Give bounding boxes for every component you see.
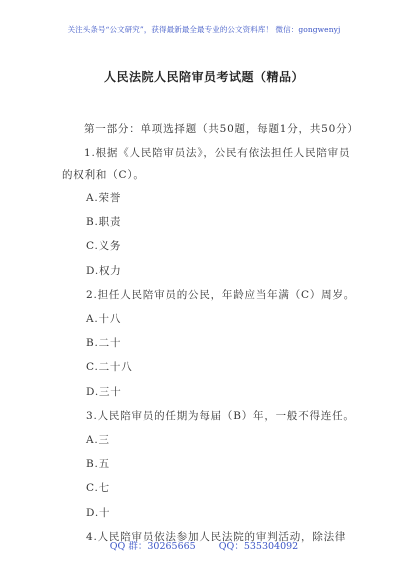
question-1-option-a: A.荣誉 [86, 192, 122, 204]
question-3: 3.人民陪审员的任期为每届（B）年，一般不得连任。 [86, 409, 355, 422]
question-3-option-b: B.五 [86, 458, 110, 471]
question-3-option-a: A.三 [86, 434, 110, 447]
question-1-option-c: C.义务 [86, 240, 122, 253]
footer-qq: QQ：535304092 [218, 541, 299, 552]
document-body [62, 118, 359, 549]
question-2-option-d: D.三十 [86, 385, 122, 398]
question-2-option-b: B.二十 [86, 337, 122, 350]
question-1: 1.根据《人民陪审员法》，公民有依法担任人民陪审员的权利和（C）。 [62, 147, 351, 181]
question-3-option-d: D.十 [86, 506, 111, 519]
question-1-option-b: B.职责 [86, 216, 122, 229]
question-2-option-a: A.十八 [86, 313, 122, 326]
section-intro: 第一部分：单项选择题（共50题，每题1分，共50分） [84, 123, 359, 135]
question-2-option-c: C.二十八 [86, 361, 133, 374]
question-2: 2.担任人民陪审员的公民，年龄应当年满（C）周岁。 [86, 288, 356, 301]
question-1-option-d: D.权力 [86, 264, 122, 277]
question-4: 4.人民陪审员依法参加人民法院的审判活动，除法律 [86, 530, 347, 543]
promo-header: 关注头条号“公文研究”，获得最新最全最专业的公文资料库！ 微信：gongwenyj [67, 25, 341, 34]
question-3-option-c: C.七 [86, 482, 110, 495]
footer-qq-group: QQ 群：30265665 [109, 541, 196, 552]
page-title: 人民法院人民陪审员考试题（精品） [103, 70, 304, 84]
footer-contact [0, 538, 408, 552]
